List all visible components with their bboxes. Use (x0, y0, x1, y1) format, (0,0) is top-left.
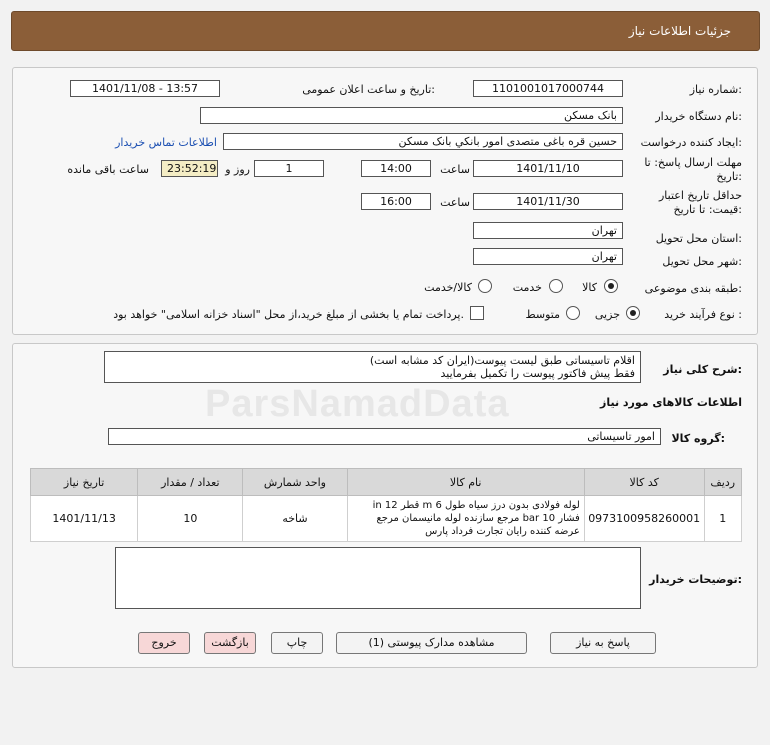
cell-code: 0973100958260001 (584, 496, 704, 542)
cell-name: لوله فولادی بدون درز سیاه طول 6 m قطر 12 in فشار 10 bar مرجع سازنده لوله مانیسمان مرجع عرضه کننده رایان تجارت فرداد پارس (347, 496, 584, 542)
deadline-time-field: 14:00 (361, 160, 431, 177)
deadline-time-label: ساعت (440, 163, 470, 176)
buyer-org-field: بانک مسکن (200, 107, 623, 124)
page-header (11, 11, 760, 51)
col-header-row: ردیف (704, 469, 741, 496)
days-field: 1 (254, 160, 324, 177)
province-label: استان محل تحویل: (655, 232, 742, 245)
deadline-label: مهلت ارسال پاسخ: تا (644, 156, 742, 169)
process-radio-medium[interactable] (566, 306, 580, 320)
summary-line-2: فقط پیش فاکتور پیوست را تکمیل بفرمایید (440, 367, 635, 380)
creator-label: ایجاد کننده درخواست: (640, 136, 742, 149)
reply-button[interactable]: پاسخ به نیاز (550, 632, 656, 654)
table-row (31, 496, 742, 542)
print-button[interactable]: چاپ (271, 632, 323, 654)
province-field: تهران (473, 222, 623, 239)
summary-line-1: اقلام تاسیساتی طبق لیست پیوست(ایران کد مشابه است) (369, 354, 635, 367)
category-option-goods-service: کالا/خدمت (424, 281, 472, 294)
buyer-contact-link[interactable]: اطلاعات تماس خریدار (115, 136, 217, 149)
process-option-minor: جزیی (594, 308, 620, 321)
goods-section-title: اطلاعات کالاهای مورد نیاز (600, 396, 742, 409)
page-title: جزئیات اطلاعات نیاز (628, 24, 731, 38)
validity-time-field: 16:00 (361, 193, 431, 210)
validity-label: حداقل تاریخ اعتبار (658, 189, 742, 202)
category-radio-goods-service[interactable] (478, 279, 492, 293)
goods-table-header (31, 469, 742, 496)
view-attachments-button[interactable]: مشاهده مدارک پیوستی (1) (336, 632, 527, 654)
remaining-time-field: 23:52:19 (161, 160, 218, 177)
goods-table (30, 468, 742, 542)
goods-group-label: گروه کالا: (671, 432, 725, 445)
back-button[interactable]: بازگشت (204, 632, 256, 654)
creator-field: حسین قره باغی متصدی امور بانکي بانک مسکن (223, 133, 623, 150)
cell-date: 1401/11/13 (31, 496, 138, 542)
category-option-service: خدمت (512, 281, 542, 294)
exit-button[interactable]: خروج (138, 632, 190, 654)
deadline-date-field: 1401/11/10 (473, 160, 623, 177)
col-header-code: کد کالا (584, 469, 704, 496)
city-field: تهران (473, 248, 623, 265)
summary-field (104, 351, 641, 383)
process-label: نوع فرآیند خرید : (664, 308, 742, 321)
col-header-name: نام کالا (347, 469, 584, 496)
category-label: طبقه بندی موضوعی: (644, 282, 742, 295)
category-radio-goods[interactable] (604, 279, 618, 293)
process-radio-minor[interactable] (626, 306, 640, 320)
need-number-field: 1101001017000744 (473, 80, 623, 97)
summary-label: شرح کلی نیاز: (663, 363, 742, 376)
cell-unit: شاخه (243, 496, 347, 542)
deadline-label-2: تاریخ: (716, 170, 742, 183)
buyer-org-label: نام دستگاه خریدار: (655, 110, 742, 123)
goods-group-field: امور تاسیساتی (108, 428, 661, 445)
col-header-date: تاریخ نیاز (31, 469, 138, 496)
buyer-notes-field (115, 547, 641, 609)
need-number-label: شماره نیاز: (689, 83, 742, 96)
remaining-label: ساعت باقی مانده (67, 163, 149, 176)
validity-date-field: 1401/11/30 (473, 193, 623, 210)
payment-checkbox[interactable] (470, 306, 484, 320)
validity-time-label: ساعت (440, 196, 470, 209)
category-radio-service[interactable] (549, 279, 563, 293)
col-header-qty: تعداد / مقدار (138, 469, 243, 496)
process-option-medium: متوسط (525, 308, 560, 321)
days-label: روز و (225, 163, 250, 176)
validity-label-2: قیمت: تا تاریخ: (673, 203, 742, 216)
payment-note: پرداخت تمام یا بخشی از مبلغ خرید،از محل "اسناد خزانه اسلامی" خواهد بود. (113, 308, 464, 321)
buyer-notes-label: توضیحات خریدار: (649, 573, 742, 586)
category-option-goods: کالا (582, 281, 597, 294)
col-header-unit: واحد شمارش (243, 469, 347, 496)
announce-datetime-field: 1401/11/08 - 13:57 (70, 80, 220, 97)
announce-label: تاریخ و ساعت اعلان عمومی: (302, 83, 435, 96)
city-label: شهر محل تحویل: (662, 255, 742, 268)
cell-qty: 10 (138, 496, 243, 542)
cell-index: 1 (704, 496, 741, 542)
